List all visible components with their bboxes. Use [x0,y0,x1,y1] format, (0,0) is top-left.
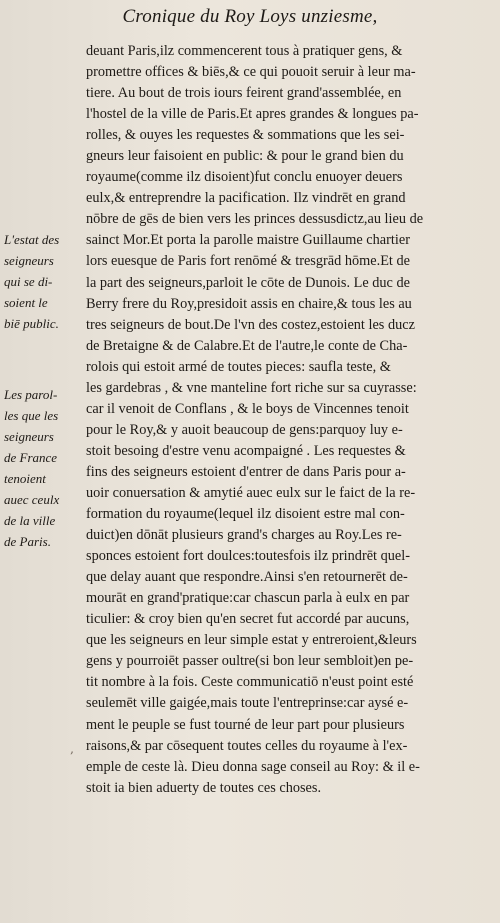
text-line: la part des seigneurs,parloit le cōte de Dunois. Le duc de [86,274,410,291]
text-line: gneurs leur faisoient en public: & pour le grand bien du [86,148,404,165]
text-line: eulx,& entreprendre la pacification. Ilz vindrēt en grand [86,190,406,207]
margin-note-line: de France [4,450,58,466]
text-line: tit nombre à la fois. Ceste communicatiō n'eust point esté [86,674,414,691]
margin-note-line: biē public. [4,316,59,332]
margin-note-line: de Paris. [4,534,51,550]
text-line: seulemēt ville gaigée,mais toute l'entreprinse:car aysé e- [86,695,409,712]
text-line: les gardebras , & vne manteline fort riche sur sa cuyrasse: [86,379,417,396]
text-line: raisons,& par cōsequent toutes celles du royaume à l'ex- [86,737,408,754]
running-head: Cronique du Roy Loys unziesme, [122,6,378,27]
margin-note-line: auec ceulx [4,492,60,508]
text-line: uoir conuersation & amytié auec eulx sur le faict de la re- [86,484,416,501]
body-text [86,41,476,799]
text-line: gens y pourroiēt passer oultre(si bon leur sembloit)en pe- [86,653,414,670]
text-line: que delay auant que respondre.Ainsi s'en retournerēt de- [86,569,408,586]
text-line: sainct Mor.Et porta la parolle maistre Guillaume chartier [86,232,410,249]
margin-note-line: tenoient [4,471,46,487]
margin-note-line: les que les [4,408,59,424]
margin-note-line: soient le [4,295,48,311]
text-line: ment le peuple se fust tourné de leur part pour plusieurs [86,716,405,733]
text-line: de Bretaigne & de Calabre.Et de l'autre,le conte de Cha- [86,337,408,354]
margin-note-estat [4,229,84,334]
text-line: l'hostel de la ville de Paris.Et apres grandes & longues pa- [86,106,419,123]
text-line: stoit besoing d'estre venu acompaigné . Les requestes & [86,442,406,459]
margin-note-line: seigneurs [4,253,54,269]
text-line: mourāt en grand'pratique:car chascun parla à eulx en par [86,590,410,607]
margin-note-line: Les parol- [4,387,58,402]
text-line: duict)en dōnāt plusieurs grand's charges au Roy.Les re- [86,527,402,544]
ink-mark: ‚ [70,742,74,756]
text-line: lors euesque de Paris fort renōmé & tresgrād hōme.Et de [86,253,410,270]
text-line: que les seigneurs en leur simple estat y entreroient,&leurs [86,632,417,649]
text-line: tiere. Au bout de trois iours feirent grand'assemblée, en [86,85,402,102]
text-line: tres seigneurs de bout.De l'vn des costez,estoient les ducz [86,316,415,333]
text-line: sponces estoient fort doulces:toutesfois ilz prindrēt quel- [86,548,410,565]
text-line: Berry frere du Roy,presidoit assis en chaire,& tous les au [86,295,412,312]
text-line: rolois qui estoit armé de toutes pieces: saufla teste, & [86,358,391,375]
text-line: formation du royaume(lequel ilz disoient estre mal con- [86,506,405,523]
text-line: rolles, & ouyes les requestes & sommations que les sei- [86,127,405,144]
text-line: nōbre de gēs de bien vers les princes dessusdictz,au lieu de [86,211,424,228]
text-line: ticulier: & croy bien qu'en secret fut accordé par aucuns, [86,611,410,628]
text-line: fins des seigneurs estoient d'entrer de dans Paris pour a- [86,463,406,480]
margin-note-parolles [4,384,84,552]
text-line: pour le Roy,& y auoit beaucoup de gens:parquoy luy e- [86,421,403,438]
text-line: car il venoit de Conflans , & le boys de Vincennes tenoit [86,400,409,417]
margin-note-line: L'estat des [4,232,60,247]
margin-note-line: seigneurs [4,429,54,445]
text-line: promettre offices & biēs,& ce qui pouoit seruir à leur ma- [86,64,416,81]
text-line: royaume(comme ilz disoient)fut conclu enuoyer deuers [86,169,403,186]
text-line: stoit ia bien aduerty de toutes ces choses. [86,779,322,796]
text-line: deuant Paris,ilz commencerent tous à pratiquer gens, & [86,43,403,59]
margin-note-line: de la ville [4,513,56,529]
text-line: emple de ceste là. Dieu donna sage conseil au Roy: & il e- [86,758,420,775]
margin-note-line: qui se di- [4,274,53,290]
